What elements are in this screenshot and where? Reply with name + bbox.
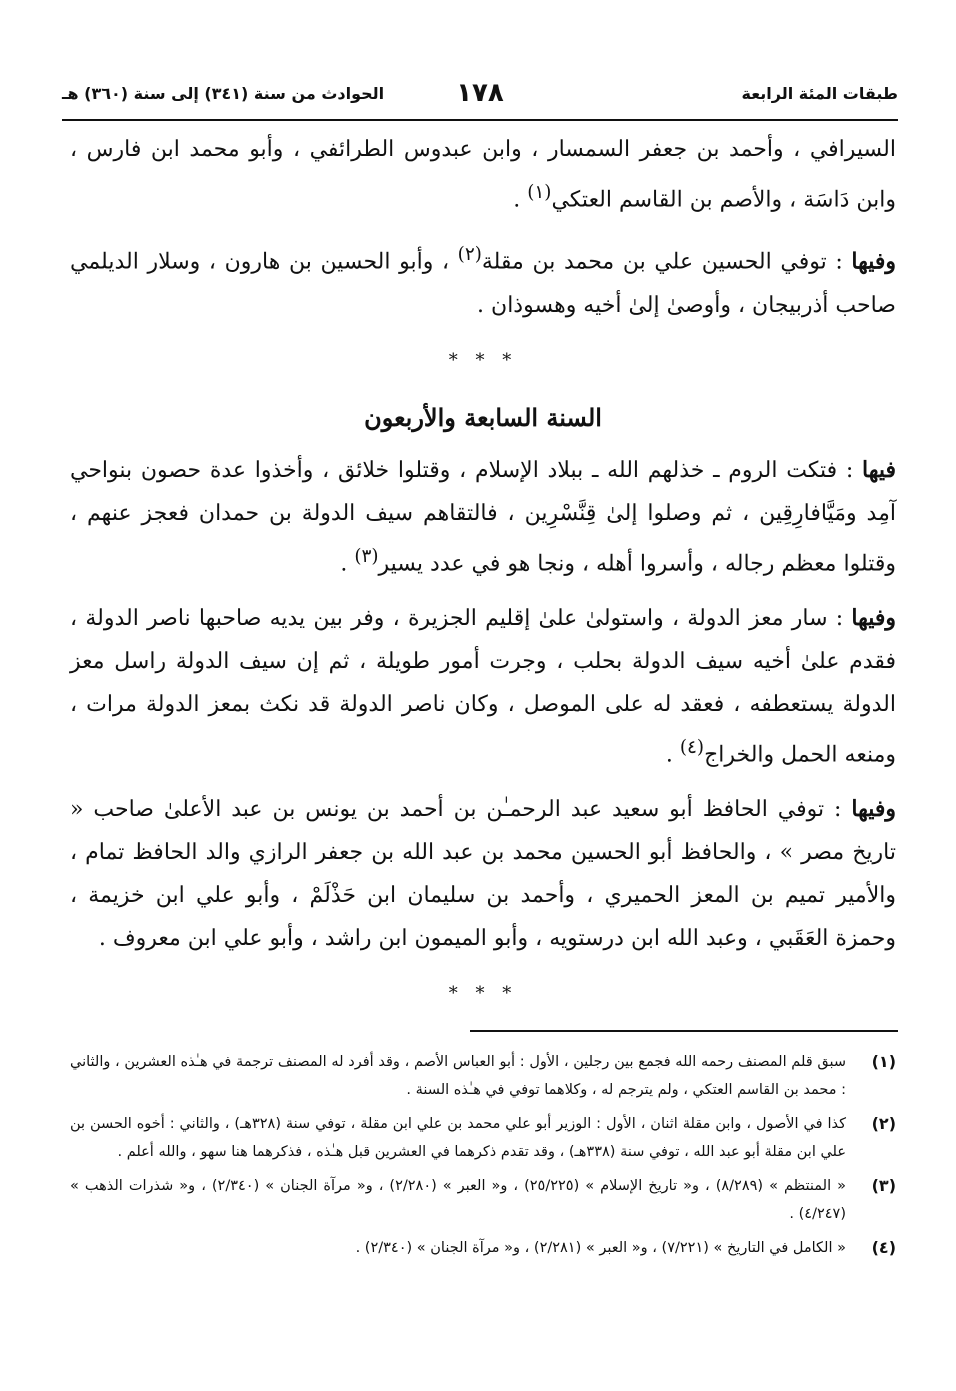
paragraph-4-text: : سار معز الدولة ، واستولىٰ علىٰ إقليم الجزيرة ، وفر بين يديه صاحبها ناصر الدولة ، فقدم علىٰ أخيه سيف الدولة بحلب ، وجرت أمور طويلة ، ثم إن سيف الدولة راسل معز الدولة يستعطفه ، فعقد له على الموصل ، وكان ناصر الدولة قد نكث بمعز الدولة مرات ، ومنعه الحمل والخراج bbox=[70, 605, 896, 768]
footnote-text: كذا في الأصول ، وابن مقلة اثنان ، الأول : الوزير أبو علي محمد بن علي ابن مقلة ، توفي سنة (٣٢٨هـ) ، والثاني : أخوه الحسن بن علي ابن مقلة أبو عبد الله ، توفي سنة (٣٣٨هـ) ، وقد تقدم ذكرهما في العشرين قبل هـٰذه ، فذكرهما هنا سهو ، والله أعلم . bbox=[70, 1116, 846, 1160]
header-book-title: طبقات المئة الرابعة bbox=[741, 84, 898, 103]
paragraph-3-end: . bbox=[340, 550, 355, 576]
paragraph-1-end: . bbox=[513, 187, 528, 213]
footnote-number: (٤) bbox=[871, 1238, 896, 1257]
paragraph-5 bbox=[70, 788, 896, 960]
paragraph-4-lead: وفيها bbox=[851, 604, 896, 631]
footnote-text: « المنتظم » (٨/٢٨٩) ، و« تاريخ الإسلام » (٢٥/٢٢٥) ، و« العبر » (٢/٢٨٠) ، و« مرآة الجنان » (٢/٣٤٠) ، و« شذرات الذهب » (٤/٢٤٧) . bbox=[70, 1178, 846, 1222]
paragraph-3 bbox=[70, 449, 896, 585]
footnote bbox=[70, 1048, 896, 1104]
header-rule bbox=[62, 119, 898, 121]
section-divider-1: * * * bbox=[448, 349, 518, 371]
footnotes bbox=[70, 1048, 896, 1268]
paragraph-5-lead: وفيها bbox=[851, 796, 896, 823]
footnote-number: (١) bbox=[871, 1052, 896, 1071]
paragraph-5-text: : توفي الحافظ أبو سعيد عبد الرحمـٰن بن أحمد بن يونس بن عبد الأعلىٰ صاحب « تاريخ مصر » ، والحافظ أبو الحسين محمد بن عبد الله بن جعفر الرازي والد الحافظ تمام ، والأمير تميم بن المعز الحميري ، وأحمد بن سليمان ابن حَذْلَمْ ، وأبو علي ابن خزيمة ، وحمزة العَقَبي ، وعبد الله ابن درستويه ، وأبو الميمون ابن راشد ، وأبو علي ابن معروف . bbox=[70, 797, 896, 952]
footnote-rule bbox=[470, 1030, 898, 1032]
running-header bbox=[62, 78, 898, 118]
footnote bbox=[70, 1234, 896, 1262]
paragraph-3-lead: فيها bbox=[862, 456, 896, 483]
footnote bbox=[70, 1172, 896, 1228]
footnote-text: « الكامل في التاريخ » (٧/٢٢١) ، و« العبر » (٢/٢٨١) ، و« مرآة الجنان » (٢/٣٤٠) . bbox=[355, 1240, 846, 1256]
paragraph-4-end: . bbox=[665, 742, 680, 768]
footnote bbox=[70, 1110, 896, 1166]
paragraph-2-text-b: ، وأبو الحسين بن هارون ، وسلار الديلمي صاحب أذربيجان ، وأوصىٰ إلىٰ أخيه وهسوذان . bbox=[70, 249, 896, 318]
footnote-text: سبق قلم المصنف رحمه الله فجمع بين رجلين ، الأول : أبو العباس الأصم ، وقد أفرد له المصنف ترجمة في هـٰذه العشرين ، والثاني : محمد بن القاسم العتكي ، ولم يترجم له ، وكلاهما توفي في هـٰذه السنة . bbox=[70, 1054, 846, 1098]
header-section-title: الحوادث من سنة (٣٤١) إلى سنة (٣٦٠) هـ bbox=[62, 84, 385, 103]
paragraph-2 bbox=[70, 233, 896, 326]
paragraph-1-text: السيرافي ، وأحمد بن جعفر السمسار ، وابن عبدوس الطرائفي ، وأبو محمد ابن فارس ، وابن دَاسَة ، والأصم بن القاسم العتكي bbox=[70, 137, 896, 213]
section-heading: السنة السابعة والأربعون bbox=[364, 402, 602, 432]
footnote-ref-3: (٣) bbox=[354, 545, 379, 567]
main-text bbox=[70, 128, 896, 1029]
section-divider-2: * * * bbox=[448, 983, 518, 1005]
paragraph-3-text: : فتكت الروم ـ خذلهم الله ـ ببلاد الإسلام ، وقتلوا خلائق ، وأخذوا عدة حصون بنواحي آمِد ومَيَّافارِقِين ، ثم وصلوا إلىٰ قِنَّسْرِين ، فالتقاهم سيف الدولة بن حمدان فعجز عنهم ، وقتلوا معظم رجاله ، وأسروا أهله ، ونجا هو في عدد يسير bbox=[70, 457, 896, 576]
paragraph-1 bbox=[70, 128, 896, 221]
paragraph-4 bbox=[70, 597, 896, 776]
paragraph-2-lead: وفيها bbox=[851, 248, 896, 275]
footnote-ref-1: (١) bbox=[527, 182, 552, 203]
paragraph-2-text-a: : توفي الحسين علي بن محمد بن مقلة bbox=[481, 249, 852, 275]
page-number: ١٧٨ bbox=[456, 78, 504, 108]
footnote-ref-4: (٤) bbox=[679, 736, 705, 758]
footnote-ref-2: (٢) bbox=[457, 244, 482, 266]
footnote-number: (٣) bbox=[871, 1176, 896, 1195]
footnote-number: (٢) bbox=[871, 1114, 896, 1133]
